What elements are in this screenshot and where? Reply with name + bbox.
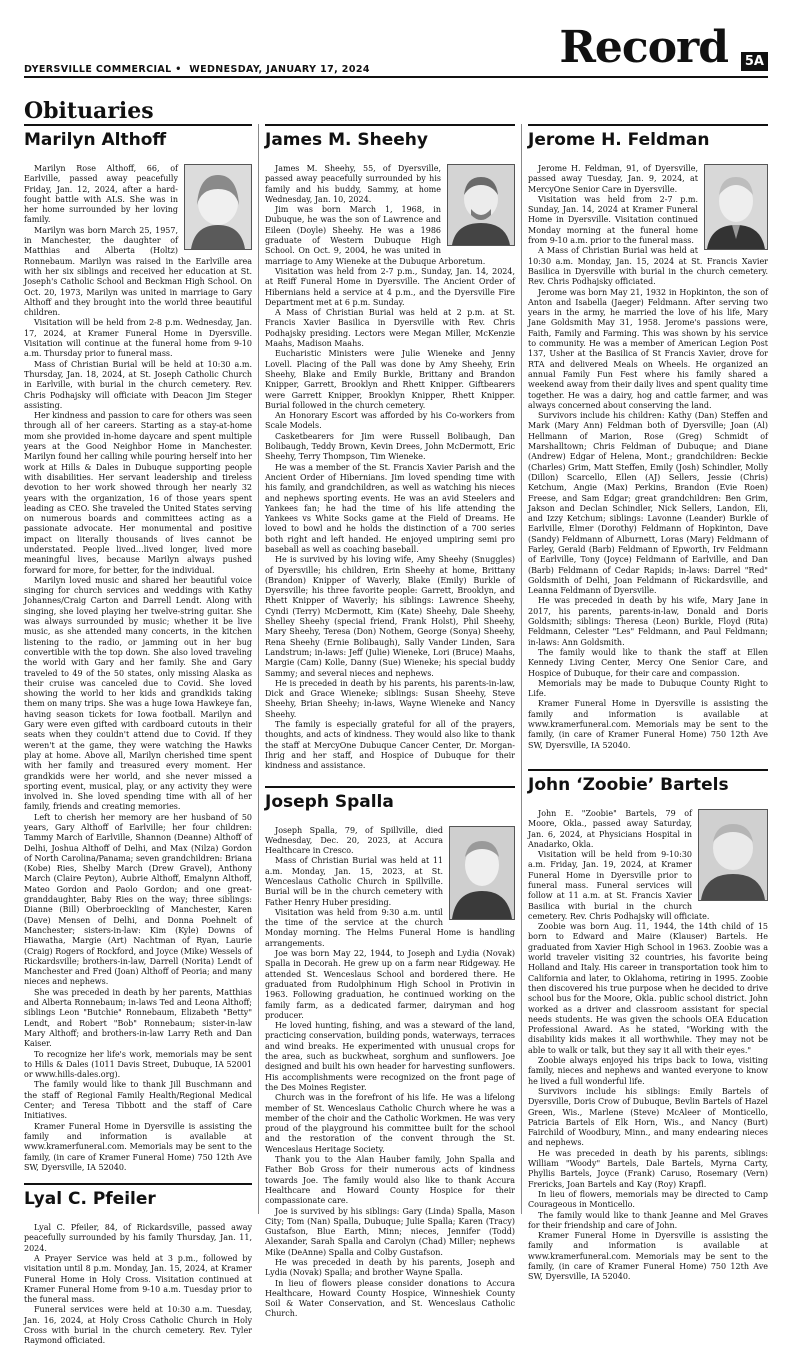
obit-paragraph: To recognize her life's work, memorials may be sent to Hills & Dales (1011 Davis Street, Dubuque, IA 52001 or www.hills-dales.org). (24, 1049, 252, 1080)
obit-paragraph: Kramer Funeral Home in Dyersville is assisting the family and information is available at www.kramerfuneral.com. Memorials may be sent to the family, (in care of Kramer Funeral Home) 750 12th Ave SW, Dyersville, IA 52040. (24, 1121, 252, 1172)
obit-paragraph: Casketbearers for Jim were Russell Bolibaugh, Dan Bolibaugh, Teddy Brown, Kevin Drees, John McDermott, Eric Sheehy, Terry Thompson, Tim Wieneke. (265, 431, 515, 462)
obit-paragraph: Funeral services were held at 10:30 a.m. Tuesday, Jan. 16, 2024, at Holy Cross Catholic Church in Holy Cross with burial in the church cemetery. Rev. Tyler Raymond officiated. (24, 1305, 252, 1346)
obit-jerome-feldman (528, 124, 768, 751)
portrait-james-icon (448, 165, 514, 245)
obit-body (265, 826, 515, 1320)
obit-paragraph: He is survived by his loving wife, Amy Sheehy (Snuggles) of Dyersville; his children, Erin Sheehy at home, Brittany (Brandon) Knipper of Waverly, Blake (Emily) Burkle of Dyersville; his three favorite people: Garrett, Brooklyn, and Rhett Knipper of Waverly; his siblings: Lawrence Sheehy, Cyndi (Terry) McDermott, Kim (Kate) Sheehy, Dale Sheehy, Shelley Sheehy (special friend, Frank Holst), Phil Sheehy, Mary Sheehy, Teresa (Don) Nothem, George (Sonya) Sheehy, Rena Sheehy (Ernie Bolibaugh), Sally Vander Linden, Sara Landstrum; in-laws: Jeff (Julie) Wieneke, Lori (Bruce) Maahs, Margie (Cam) Kolle, Danny (Sue) Wieneke; his special buddy Sammy; and several nieces and nephews. (265, 555, 515, 678)
portrait-photo (704, 164, 768, 250)
obit-body (528, 809, 768, 1283)
obit-paragraph: Visitation was held from 2-7 p.m. Sunday, Jan. 14, 2024 at Kramer Funeral Home in Dyersville. Visitation continued Monday morning at the funeral home from 9-10 a.m. prior to the funeral mass. (528, 194, 698, 246)
obit-marilyn-althoff (24, 124, 252, 1173)
obit-body (265, 164, 515, 772)
obit-paragraph: He was preceded in death by his wife, Mary Jane in 2017, his parents, parents-in-law, Donald and Doris Goldsmith; siblings: Theresa (Leon) Burkle, Floyd (Rita) Feldmann, Celester "Les" Feldmann, and Paul Feldmann; in-laws: Ann Goldsmith. (528, 596, 768, 647)
obit-paragraph: Jerome H. Feldman, 91, of Dyersville, passed away Tuesday, Jan. 9, 2024, at MercyOne Senior Care in Dyersville. (528, 164, 698, 194)
obit-joseph-spalla (265, 786, 515, 1320)
obit-paragraph: An Honorary Escort was afforded by his Co-workers from Scale Models. (265, 411, 515, 431)
obit-paragraph: In lieu of flowers please consider donations to Accura Healthcare, Howard County Hospice, Winneshiek County Soil & Water Conservation, and St. Wenceslaus Catholic Church. (265, 1278, 515, 1319)
obit-paragraph: He was preceded in death by his parents, Joseph and Lydia (Novak) Spalla; and brother Wayne Spalla. (265, 1257, 515, 1278)
obit-paragraph: Left to cherish her memory are her husband of 50 years, Gary Althoff of Earlville; her four children: Tammy March of Earlville, Shannon (Deanne) Althoff of Delhi, Joshua Althoff of Delhi, and Max (Nilza) Gordon of North Carolina/Panama; seven grandchildren: Briana (Kobe) Ries, Shelby March (Drew Gravel), Anthony March (Claire Peyton), Aubrie Althoff, Emalynn Althoff, Mateo Gordon and Paolo Gordon; and one great-granddaughter, Baby Ries on the way; three siblings: Dianne (Bill) Oberbroeckling of Manchester, Karen (Dave) Mensen of Delhi, and Donna Poehnelt of Manchester; sisters-in-law: Kim (Kyle) Downs of Hiawatha, Margie (Art) Nachtman of Ryan, Laurie (Craig) Rogers of Rockford, and Joyce (Mike) Wessels of Rickardsville; brothers-in-law, Darrell (Norita) Lendt of Manchester and Fred (Joan) Althoff of Peoria; and many nieces and nephews. (24, 812, 252, 987)
section-name: Record (559, 22, 728, 73)
obit-paragraph: John E. "Zoobie" Bartels, 79 of Moore, Okla., passed away Saturday, Jan. 6, 2024, at Physicians Hospital in Anadarko, Okla. (528, 808, 692, 849)
masthead-paper-date (24, 64, 370, 75)
obit-paragraph: Zoobie always enjoyed his trips back to Iowa, visiting family, nieces and nephews and wanted everyone to know he lived a full wonderful life. (528, 1056, 768, 1086)
obit-paragraph: Visitation was held from 9:30 a.m. until the time of the service at the church Monday morning. The Helms Funeral Home is handling arrangements. (265, 907, 515, 948)
obit-name: John ‘Zoobie’ Bartels (528, 769, 768, 795)
obit-john-bartels (528, 769, 768, 1283)
portrait-photo (184, 164, 252, 250)
issue-date: WEDNESDAY, JANUARY 17, 2024 (189, 64, 370, 75)
obit-paragraph: Visitation was held from 2-7 p.m., Sunday, Jan. 14, 2024, at Reiff Funeral Home in Dyersville. The Ancient Order of Hibernians held a service at 4 p.m., and the Dyersville Fire Department met at 6 p.m. Sunday. (265, 266, 515, 307)
obit-paragraph: Survivors include his children: Kathy (Dan) Steffen and Mark (Mary Ann) Feldman both of Dyersville; Joan (Al) Hellmann of Marion, Rose (Greg) Schmidt of Marshalltown; Chris Feldman of Dubuque; and Diane (Andrew) Edgar of Helena, Mont.; grandchildren: Beckie (Charles) Grim, Matt Steffen, Emily (Josh) Schindler, Molly (Dillon) Scarcello, Ellen (AJ) Sellers, Jessie (Chris) Ketchum, Angie (Max) Perkins, Brandon (Evie Roen) Freese, and Sam Edgar; great grandchildren: Ben Grim, Jakson and Declan Schindler, Nick Sellers, Landon, Eli, and Izzy Ketchum; siblings: Lavonne (Leander) Burkle of Earlville, Elmer (Dorothy) Feldmann of Hopkinton, Dave (Sandy) Feldmann of Alburnett, Loras (Mary) Feldmann of Farley, Gerald (Barb) Feldmann of Epworth, Irv Feldmann of Earlville, Tony (Joyce) Feldmann of Earlville, and Dan (Barb) Feldmann of Cedar Rapids; in-laws: Darrel "Red" Goldsmith of Delhi, Joan Feldmann of Rickardsville, and Leanna Feldmann of Dyersville. (528, 411, 768, 596)
obit-paragraph: He was preceded in death by his parents, siblings: William "Woody" Bartels, Dale Bartels, Myrna Carty, Phyllis Bartels, Joyce (Frank) Caruso, Rosemary (Vern) Frericks, Joan Bartels and Kay (Roy) Krapfl. (528, 1148, 768, 1189)
portrait-photo (449, 826, 515, 920)
obit-paragraph: Jim was born March 1, 1968, in Dubuque, he was the son of Lawrence and Eileen (Doyle) Sheehy. He was a 1986 graduate of Western Dubuque High School. On Oct. 9, 2004, he was united in marriage to Amy Wieneke at the Dubuque Arboretum. (265, 205, 486, 266)
obit-body (24, 164, 252, 1173)
obit-paragraph: He loved hunting, fishing, and was a steward of the land, practicing conservation, building ponds, waterways, terraces and wind breaks. He experimented with unusual crops for the area, such as buckwheat, sorghum and sunflowers. Joe designed and built his own header for harvesting sunflowers. His accomplishments were recognized on the front page of the Des Moines Register. (265, 1021, 515, 1092)
obit-paragraph: Eucharistic Ministers were Julie Wieneke and Jenny Lovell. Placing of the Pall was done by Amy Sheehy, Erin Sheehy, Blake and Emily Burkle, Brittany and Brandon Knipper, Garrett, Brooklyn and Rhett Knipper. Giftbearers were Garrett Knipper, Brooklyn Knipper, Rhett Knipper. Burial followed in the church cemetery. (265, 349, 515, 410)
column-1 (24, 124, 252, 1347)
obit-paragraph: The family would like to thank the staff at Ellen Kennedy Living Center, Mercy One Senior Care, and Hospice of Dubuque, for their care and compassion. (528, 647, 768, 678)
obit-paragraph: Jerome was born May 21, 1932 in Hopkinton, the son of Anton and Isabella (Jaeger) Feldmann. After serving two years in the army, he married the love of his life, Mary Jane Goldsmith May 31, 1958. Jerome's passions were, Faith, Family and Farming. This was shown by his service to community. He was a member of American Legion Post 137, Usher at the Basilica of St Francis Xavier, drove for RTA and delivered Meals on Wheels. He organized an annual Family Fun Fest where his family shared a weekend away from their daily lives and spent quality time together. He was a dairy, hog and cattle farmer, and was always concerned about conserving the land. (528, 287, 768, 410)
portrait-jerome-icon (705, 165, 767, 249)
obit-paragraph: The family would like to thank Jill Buschmann and the staff of Regional Family Health/Regional Medical Center; and Teresa Tibbott and the staff of Care Initiatives. (24, 1080, 252, 1121)
obit-name: James M. Sheehy (265, 124, 515, 150)
obit-paragraph: Marilyn loved music and shared her beautiful voice singing for church services and weddings with Kathy Johannes/Craig Carton and Darrell Lendt. Along with singing, she loved playing her twelve-string guitar. She was always surrounded by music; whether it be live music, as she attended many concerts, in the kitchen listening to the radio, or jamming out in her bug convertible with the top down. She also loved traveling the world with Gary and her family. She and Gary traveled to 49 of the 50 states, only missing Alaska as their cruise was canceled due to Covid. She loved showing the world to her kids and grandkids taking them on many trips. She was a huge Iowa Hawkeye fan, having season tickets for Iowa football. Marilyn and Gary were even gifted with cardboard cutouts in their seats when they couldn't attend due to Covid. If they weren't at the game, they were watching the Hawks play at home. Above all, Marilyn cherished time spent with her family and treasured every moment. Her grandkids were her world, and she never missed a sporting event, musical, play, or any activity they were involved in. She loved spending time with all of her family, friends and creating memories. (24, 575, 252, 812)
obit-paragraph: Joe is survived by his siblings: Gary (Linda) Spalla, Mason City; Tom (Nan) Spalla, Dubuque; Julie Spalla; Karen (Tracy) Gustafson, Blue Earth, Minn; nieces, Jennifer (Todd) Alexander, Sarah Spalla and Carolyn (Chad) Miller; nephews Mike (DeAnne) Spalla and Colby Gustafson. (265, 1206, 515, 1257)
portrait-photo (698, 809, 768, 901)
section-title: Obituaries (24, 98, 154, 124)
obit-paragraph: She was preceded in death by her parents, Matthias and Alberta Ronnebaum; in-laws Ted and Leona Althoff; siblings Leon "Butchie" Ronnebaum, Elizabeth "Betty" Lendt, and Robert "Bob" Ronnebaum; sister-in-law Mary Althoff; and brothers-in-law Larry Reth and Dan Kaiser. (24, 987, 252, 1049)
masthead-rule (24, 76, 768, 78)
obit-paragraph: A Mass of Christian Burial was held at 2 p.m. at St. Francis Xavier Basilica in Dyersville with Rev. Chris Podhajsky presiding. Lectors were Megan Miller, McKenzie Maahs, Madison Maahs. (265, 308, 515, 349)
obit-paragraph: Kramer Funeral Home in Dyersville is assisting the family and information is available at www.kramerfuneral.com. Memorials may be sent to the family, (in care of Kramer Funeral Home) 750 12th Ave SW, Dyersville, IA 52040. (528, 699, 768, 750)
obit-paragraph: Kramer Funeral Home in Dyersville is assisting the family and information is available at www.kramerfuneral.com. Memorials may be sent to the family, (in care of Kramer Funeral Home) 750 12th Ave SW, Dyersville, IA 52040. (528, 1231, 768, 1282)
portrait-john-icon (699, 810, 767, 900)
obit-paragraph: Joe was born May 22, 1944, to Joseph and Lydia (Novak) Spalla in Decorah. He grew up on a farm near Ridgeway. He attended St. Wenceslaus School and bordered there. He graduated from Rudolphinum High School in Protivin in 1963. Following graduation, he continued working on the family farm, as a dedicated farmer, dairyman and hog producer. (265, 949, 515, 1020)
obit-paragraph: Visitation will be held from 2-8 p.m. Wednesday, Jan. 17, 2024, at Kramer Funeral Home in Dyersville. Visitation will continue at the funeral home from 9-10 a.m. Thursday prior to funeral mass. (24, 318, 252, 359)
obit-paragraph: Thank you to the Alan Hauber family, John Spalla and Father Bob Gross for their numerous acts of kindness towards Joe. The family would also like to thank Accura Healthcare and Howard County Hospice for their compassionate care. (265, 1155, 515, 1206)
obit-paragraph: Church was in the forefront of his life. He was a lifelong member of St. Wenceslaus Catholic Church where he was a member of the choir and the Catholic Workmen. He was very proud of the playground his committee built for the school and the restoration of the convent through the St. Wenceslaus Heritage Society. (265, 1093, 515, 1154)
obit-paragraph: He was a member of the St. Francis Xavier Parish and the Ancient Order of Hibernians. Jim loved spending time with his family, and grandchildren, as well as watching his nieces and nephews sporting events. He was an avid Steelers and Yankees fan; he had the time of his life attending the Yankees vs White Socks game at the Field of Dreams. He loved to bowl and he holds the distinction of a 700 series both right and left handed. He enjoyed umpiring semi pro baseball as well as coaching baseball. (265, 462, 515, 554)
obit-lyal-pfeiler (24, 1183, 252, 1347)
obit-paragraph: In lieu of flowers, memorials may be directed to Camp Courageous in Monticello. (528, 1189, 768, 1210)
column-2 (265, 124, 515, 1320)
obit-name: Joseph Spalla (265, 786, 515, 812)
obit-paragraph: Marilyn was born March 25, 1957, in Manchester, the daughter of Matthias and Alberta (Holtz) Ronnebaum. Marilyn was raised in the Earlville area with her six siblings and received her education at St. Joseph's Catholic School and Beckman High School. On Oct. 20, 1973, Marilyn was united in marriage to Gary Althoff and they brought into the world three beautiful children. (24, 225, 252, 318)
obit-paragraph: The family is especially grateful for all of the prayers, thoughts, and acts of kindness. They would also like to thank the staff at MercyOne Dubuque Cancer Center, Dr. Morgan-Ihrig and her staff, and Hospice of Dubuque for their kindness and assistance. (265, 720, 515, 771)
portrait-marilyn-icon (185, 165, 251, 249)
obit-paragraph: Marilyn Rose Althoff, 66, of Earlville, passed away peacefully Friday, Jan. 12, 2024, after a hard-fought battle with ALS. She was in her home surrounded by her loving family. (24, 164, 178, 225)
obit-name: Marilyn Althoff (24, 124, 252, 150)
obit-name: Lyal C. Pfeiler (24, 1183, 252, 1209)
obit-paragraph: A Mass of Christian Burial was held at 10:30 a.m. Monday, Jan. 15, 2024 at St. Francis Xavier Basilica in Dyersville with burial in the church cemetery. Rev. Chris Podhajsky officiated. (528, 246, 768, 287)
column-divider (521, 124, 522, 1214)
obit-paragraph: The family would like to thank Jeanne and Mel Graves for their friendship and care of John. (528, 1210, 768, 1230)
portrait-joseph-icon (450, 827, 514, 919)
column-3 (528, 124, 768, 1283)
obit-paragraph: Memorials may be made to Dubuque County Right to Life. (528, 678, 768, 699)
obit-paragraph: Visitation will be held from 9-10:30 a.m. Friday, Jan. 19, 2024, at Kramer Funeral Home in Dyersville prior to funeral mass. Funeral services will follow at 11 a.m. at St. Francis Xavier Basilica with burial in the church cemetery. Rev. Chris Podhajsky will officiate. (528, 850, 710, 921)
obit-paragraph: James M. Sheehy, 55, of Dyersville, passed away peacefully surrounded by his family and his buddy, Sammy, at home Wednesday, Jan. 10, 2024. (265, 164, 441, 204)
obit-paragraph: Her kindness and passion to care for others was seen through all of her careers. Starting as a stay-at-home mom she provided in-home daycare and spent multiple years at the Good Neighbor Home in Manchester. Marilyn found her calling while pouring herself into her work at Hills & Dales in Dubuque supporting people with disabilities. Her servant leadership and tireless devotion to her work showed through her nearly 32 years with the organization, 16 of those years spent leading as CEO. She traveled the United States serving on numerous boards and committees acting as a passionate advocate. Her monumental and positive impact on literally thousands of lives cannot be understated. People lived…lived longer, lived more meaningful lives, because Marilyn always pushed forward for more, for better, for the individual. (24, 411, 252, 575)
obit-paragraph: Joseph Spalla, 79, of Spillville, died Wednesday, Dec. 20, 2023, at Accura Healthcare in Cresco. (265, 825, 443, 856)
obit-paragraph: Mass of Christian Burial will be held at 10:30 a.m. Thursday, Jan. 18, 2024, at St. Joseph Catholic Church in Earlville, with burial in the church cemetery. Rev. Chris Podhajsky will officiate with Deacon Jim Steger assisting. (24, 359, 252, 410)
obit-paragraph: Lyal C. Pfeiler, 84, of Rickardsville, passed away peacefully surrounded by his family Thursday, Jan. 11, 2024. (24, 1223, 252, 1253)
obit-name: Jerome H. Feldman (528, 124, 768, 150)
obit-paragraph: He is preceded in death by his parents, his parents-in-law, Dick and Grace Wieneke; siblings: Susan Sheehy, Steve Sheehy, Brian Sheehy; in-laws, Wayne Wieneke and Nancy Sheehy. (265, 678, 515, 719)
obit-body (24, 1223, 252, 1347)
column-divider (258, 124, 259, 1214)
paper-name: DYERSVILLE COMMERCIAL • (24, 64, 182, 75)
obit-paragraph: Mass of Christian Burial was held at 11 a.m. Monday, Jan. 15, 2023, at St. Wenceslaus Catholic Church in Spillville. Burial will be in the church cemetery with Father Henry Huber presiding. (265, 856, 443, 907)
obit-body (528, 164, 768, 751)
page-number: 5A (741, 52, 768, 71)
obit-paragraph: Zoobie was born Aug. 11, 1944, the 14th child of 15 born to Edward and Maire (Klauser) Bartels. He graduated from Xavier High School in 1963. Zoobie was a world traveler visiting 32 countries, his favorite being Holland and Italy. His career in transportation took him to California and later, to Oklahoma, retiring in 1995. Zoobie then discovered his true purpose when he decided to drive school bus for the Moore, Okla. public school district. John worked as a driver and classroom assistant for special needs students. He was given the schools OEA Education Professional Award. As he stated, "Working with the disability kids makes it all worthwhile. They may not be able to walk or talk, but they say it all with their eyes." (528, 922, 768, 1055)
portrait-photo (447, 164, 515, 246)
obit-paragraph: Survivors include his siblings: Emily Bartels of Dyersville, Doris Crow of Dubuque, Bevlin Bartels of Hazel Green, Wis., Marlene (Steve) McAleer of Monticello, Patricia Bartels of Elk Horn, Wis., and Nancy (Burt) Fairchild of Woodbury, Minn., and many endearing nieces and nephews. (528, 1086, 768, 1148)
obit-james-sheehy (265, 124, 515, 772)
obit-paragraph: A Prayer Service was held at 3 p.m., followed by visitation until 8 p.m. Monday, Jan. 15, 2024, at Kramer Funeral Home in Holy Cross. Visitation continued at Kramer Funeral Home from 9-10 a.m. Tuesday prior to the funeral mass. (24, 1253, 252, 1305)
